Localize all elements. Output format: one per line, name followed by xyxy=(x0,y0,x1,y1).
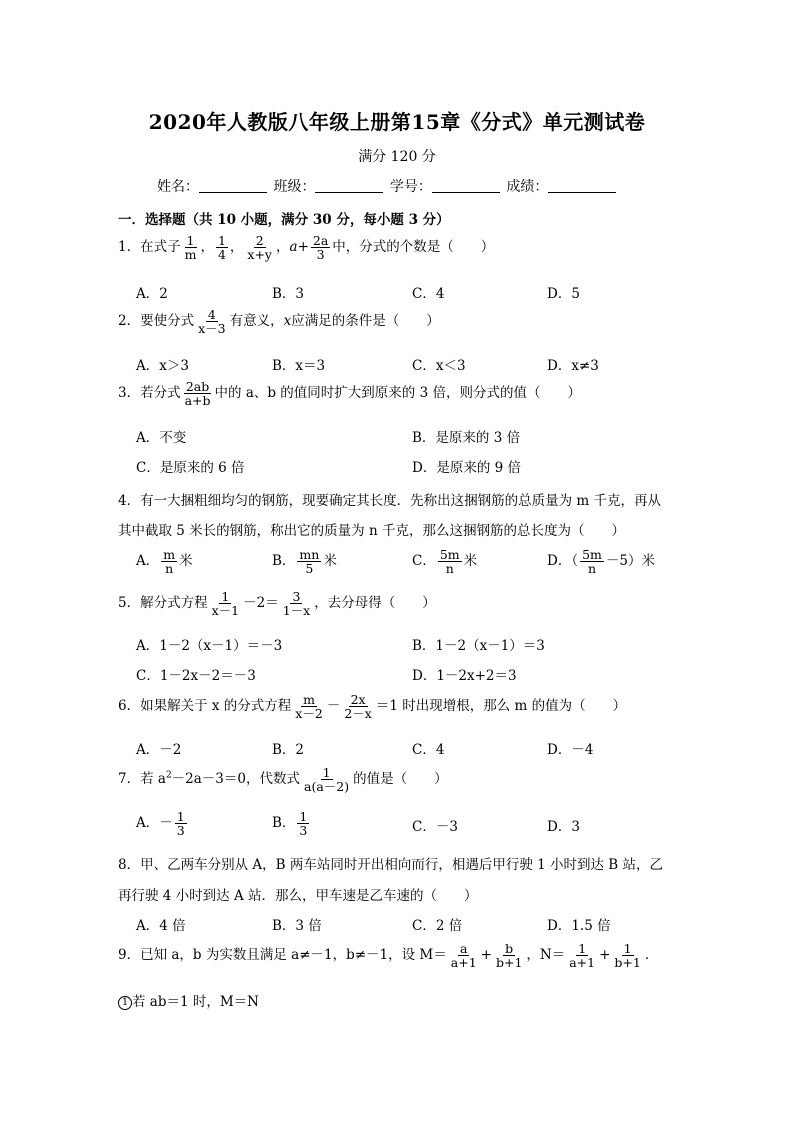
q3-option-a[interactable]: A．不变 xyxy=(136,430,187,446)
score-blank[interactable] xyxy=(548,178,616,193)
question-7: 7．若 $a^2-2a-3=0$，代数式 $\frac{1}{a(a-2)}$ 的值是（ ） xyxy=(118,765,448,795)
q4-option-d[interactable]: D．（ $\frac{5m}{n}$ －5）米 xyxy=(547,547,655,577)
q3-option-b[interactable]: B．是原来的 3 倍 xyxy=(412,430,521,446)
q1-frac-4: $\frac{2a}{3}$ xyxy=(312,233,329,263)
class-label: 班级： xyxy=(273,179,316,195)
question-6: 6．如果解关于 x 的分式方程 $\frac{m}{x-2}$ － $\frac{2x}{2-x}$ ＝1 时出现增根，那么 m 的值为（ ） xyxy=(118,692,627,722)
q9-frac-1: $\frac{a}{a+1}$ xyxy=(450,941,477,971)
q7-frac: $\frac{1}{a(a-2)}$ xyxy=(304,765,350,795)
question-4-line-1: 4．有一大捆粗细均匀的钢筋，现要确定其长度．先称出这捆钢筋的总质量为 m 千克，再从 xyxy=(118,493,661,509)
q1-frac-1: $\frac{1}{m}$ xyxy=(184,233,197,263)
q9-frac-2: $\frac{b}{b+1}$ xyxy=(495,941,523,971)
question-4-line-2: 其中截取 5 米长的钢筋，称出它的质量为 n 千克，那么这捆钢筋的总长度为（ ） xyxy=(118,523,625,539)
q8-option-d[interactable]: D．1.5 倍 xyxy=(547,918,611,934)
q1-frac-3: $\frac{2}{x+y}$ xyxy=(247,233,272,263)
q5-option-d[interactable]: D．1－2x+2＝3 xyxy=(412,668,517,684)
q1-option-b[interactable]: B．3 xyxy=(272,286,305,302)
class-blank[interactable] xyxy=(315,178,383,193)
q7-option-c[interactable]: C．－3 xyxy=(412,819,458,835)
q2-option-d[interactable]: D．x≠3 xyxy=(547,358,599,374)
q4-option-c[interactable]: C． $\frac{5m}{n}$ 米 xyxy=(412,547,478,577)
q6-frac-1: $\frac{m}{x-2}$ xyxy=(295,692,323,722)
q1-suffix: 中，分式的个数是（ ） xyxy=(332,239,495,256)
q1-option-a[interactable]: A．2 xyxy=(136,286,168,302)
q7-option-a[interactable]: A．－ $\frac{1}{3}$ xyxy=(136,809,185,839)
q9-statement-1: 1 若 ab＝1 时，M＝N xyxy=(118,990,259,1010)
q5-frac-1: $\frac{1}{x-1}$ xyxy=(211,589,240,619)
id-label: 学号： xyxy=(389,179,432,195)
q2-option-b[interactable]: B．x＝3 xyxy=(272,358,326,374)
q7-option-b[interactable]: B． $\frac{1}{3}$ xyxy=(272,809,308,839)
q2-frac: $\frac{4}{x-3}$ xyxy=(198,307,226,337)
page-title: 2020年人教版八年级上册第15章《分式》单元测试卷 xyxy=(148,110,646,134)
q9-frac-4: $\frac{1}{b+1}$ xyxy=(614,941,641,971)
q3-frac: $\frac{2ab}{a+b}$ xyxy=(184,379,211,409)
name-label: 姓名： xyxy=(157,179,199,195)
q8-option-b[interactable]: B．3 倍 xyxy=(272,918,322,934)
q8-option-a[interactable]: A．4 倍 xyxy=(136,918,186,934)
q5-option-b[interactable]: B．1－2（x－1）＝3 xyxy=(412,638,545,654)
page-subtitle: 满分 120 分 xyxy=(358,149,436,165)
q1-option-c[interactable]: C．4 xyxy=(412,286,445,302)
q6-frac-2: $\frac{2x}{2-x}$ xyxy=(344,692,372,722)
q4-option-b[interactable]: B． $\frac{mn}{5}$ 米 xyxy=(272,547,337,577)
q6-option-a[interactable]: A．－2 xyxy=(136,742,182,758)
q6-option-d[interactable]: D．－4 xyxy=(547,742,594,758)
circled-number-1: 1 xyxy=(118,996,132,1010)
q8-option-c[interactable]: C．2 倍 xyxy=(412,918,463,934)
question-9: 9．已知 a，b 为实数且满足 a≠－1，b≠－1，设 M＝ $\frac{a}{a+1}$ + $\frac{b}{b+1}$ ，N＝ $\frac{1}{a+1}$ + $\frac{1}{b+1}$ ． xyxy=(118,941,659,971)
question-8-line-1: 8．甲、乙两车分别从 A，B 两车站同时开出相向而行，相遇后甲行驶 1 小时到达 B 站，乙 xyxy=(118,857,664,873)
q2-option-c[interactable]: C．x＜3 xyxy=(412,358,466,374)
name-blank[interactable] xyxy=(199,178,267,193)
q3-option-d[interactable]: D．是原来的 9 倍 xyxy=(412,460,521,476)
q9-frac-3: $\frac{1}{a+1}$ xyxy=(569,941,596,971)
q5-option-a[interactable]: A．1－2（x－1）＝－3 xyxy=(136,638,283,654)
question-1: 1．在式子 $\frac{1}{m}$ ， $\frac{1}{4}$ ， $\frac{2}{x+y}$ ，a+ $\frac{2a}{3}$ 中，分式的个数是（ ） xyxy=(118,233,495,263)
question-3: 3．若分式 $\frac{2ab}{a+b}$ 中的 a、b 的值同时扩大到原来的 3 倍，则分式的值（ ） xyxy=(118,379,581,409)
q1-frac-2: $\frac{1}{4}$ xyxy=(217,233,226,263)
section-heading: 一．选择题（共 10 小题，满分 30 分，每小题 3 分） xyxy=(118,212,450,228)
student-info-line xyxy=(157,176,618,196)
q6-option-c[interactable]: C．4 xyxy=(412,742,445,758)
q3-option-c[interactable]: C．是原来的 6 倍 xyxy=(136,460,245,476)
q7-option-d[interactable]: D．3 xyxy=(547,819,580,835)
question-8-line-2: 再行驶 4 小时到达 A 站．那么，甲车速是乙车速的（ ） xyxy=(118,888,478,904)
q1-option-d[interactable]: D．5 xyxy=(547,286,580,302)
q6-option-b[interactable]: B．2 xyxy=(272,742,305,758)
score-label: 成绩： xyxy=(506,179,549,195)
q1-prefix: 1．在式子 xyxy=(118,239,181,256)
q5-option-c[interactable]: C．1－2x－2＝－3 xyxy=(136,668,256,684)
question-2: 2．要使分式 $\frac{4}{x-3}$ 有意义，x应满足的条件是（ ） xyxy=(118,307,440,337)
id-blank[interactable] xyxy=(432,178,500,193)
q4-option-a[interactable]: A． $\frac{m}{n}$ 米 xyxy=(136,547,193,577)
q5-frac-2: $\frac{3}{1-x}$ xyxy=(282,589,311,619)
q2-option-a[interactable]: A．x＞3 xyxy=(136,358,189,374)
question-5: 5．解分式方程 $\frac{1}{x-1}$ －2＝ $\frac{3}{1-x}$ ，去分母得（ ） xyxy=(118,589,436,619)
